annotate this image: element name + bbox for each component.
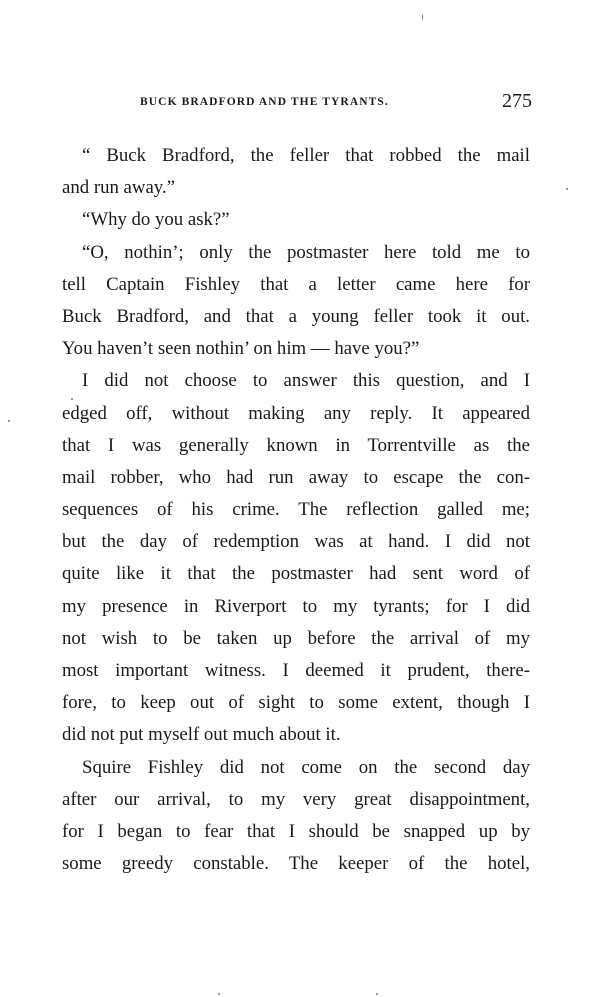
text-line: You haven’t seen nothin’ on him — have you?” xyxy=(62,338,420,360)
text-line: “O, nothin’; only the postmaster here told me to xyxy=(82,241,530,263)
running-head xyxy=(62,92,532,118)
print-speck xyxy=(218,993,220,995)
text-line: quite like it that the postmaster had sent word of xyxy=(62,563,530,585)
text-line: tell Captain Fishley that a letter came here for xyxy=(62,273,530,295)
text-line: Buck Bradford, and that a young feller took it out. xyxy=(62,305,530,327)
text-line: for I began to fear that I should be snapped up by xyxy=(62,820,530,842)
text-line: most important witness. I deemed it prudent, there- xyxy=(62,660,530,681)
print-speck xyxy=(422,14,423,20)
text-line: “Why do you ask?” xyxy=(82,209,230,231)
running-title: BUCK BRADFORD AND THE TYRANTS. xyxy=(140,96,389,108)
text-line: after our arrival, to my very great disappointment, xyxy=(62,788,530,810)
print-speck xyxy=(71,398,73,400)
text-line: sequences of his crime. The reflection galled me; xyxy=(62,499,530,521)
text-line: edged off, without making any reply. It appeared xyxy=(62,402,530,424)
body-text xyxy=(62,140,530,880)
text-line: my presence in Riverport to my tyrants; for I did xyxy=(62,595,530,617)
text-line: did not put myself out much about it. xyxy=(62,724,341,746)
page-number: 275 xyxy=(502,90,532,112)
print-speck xyxy=(376,993,378,995)
print-speck xyxy=(566,188,568,190)
text-line: mail robber, who had run away to escape the con- xyxy=(62,466,530,488)
text-line: some greedy constable. The keeper of the hotel, xyxy=(62,853,530,875)
print-speck xyxy=(8,420,10,422)
text-line: fore, to keep out of sight to some extent, though I xyxy=(62,692,530,714)
text-line: Squire Fishley did not come on the second day xyxy=(82,756,530,778)
text-line: not wish to be taken up before the arrival of my xyxy=(62,627,530,649)
text-line: that I was generally known in Torrentville as the xyxy=(62,434,530,456)
text-line: but the day of redemption was at hand. I did not xyxy=(62,531,530,553)
text-line: and run away.” xyxy=(62,177,175,199)
text-line: “ Buck Bradford, the feller that robbed the mail xyxy=(82,145,530,166)
text-line: I did not choose to answer this question, and I xyxy=(82,370,530,392)
